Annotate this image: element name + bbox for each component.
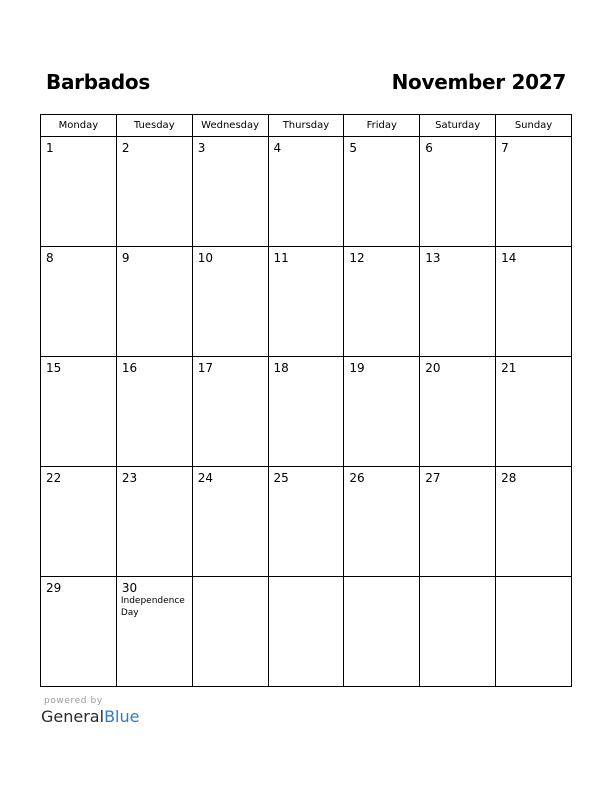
day-cell bbox=[420, 357, 496, 467]
day-cell bbox=[41, 357, 117, 467]
day-number: 23 bbox=[121, 471, 138, 485]
weekday-header: Thursday bbox=[268, 115, 344, 137]
day-number: 24 bbox=[197, 471, 213, 485]
day-number: 14 bbox=[501, 251, 517, 265]
day-cell bbox=[116, 467, 192, 577]
day-cell bbox=[268, 357, 344, 467]
day-number: 18 bbox=[273, 361, 289, 375]
day-cell bbox=[268, 137, 344, 247]
day-number: 16 bbox=[121, 361, 138, 375]
day-cell bbox=[344, 357, 420, 467]
day-cell bbox=[344, 577, 420, 687]
day-cell bbox=[268, 467, 344, 577]
day-cell bbox=[420, 467, 496, 577]
weekday-header: Saturday bbox=[420, 115, 496, 137]
day-number: 20 bbox=[425, 361, 441, 375]
day-number bbox=[269, 577, 344, 581]
weekday-header: Wednesday bbox=[192, 115, 268, 137]
day-cell bbox=[496, 577, 572, 687]
weekday-header: Friday bbox=[344, 115, 420, 137]
day-number bbox=[193, 577, 268, 581]
day-number: 17 bbox=[197, 361, 213, 375]
day-number: 8 bbox=[46, 251, 54, 265]
day-number: 12 bbox=[349, 251, 365, 265]
day-number: 11 bbox=[273, 251, 289, 265]
day-cell bbox=[420, 137, 496, 247]
day-cell bbox=[192, 357, 268, 467]
day-cell bbox=[41, 577, 117, 687]
day-number: 27 bbox=[425, 471, 441, 485]
day-number: 28 bbox=[501, 471, 517, 485]
day-number: 30 bbox=[121, 581, 138, 595]
day-cell bbox=[116, 247, 192, 357]
day-number: 21 bbox=[501, 361, 517, 375]
weekday-header-row bbox=[41, 115, 572, 137]
day-number: 26 bbox=[349, 471, 365, 485]
weekday-header: Tuesday bbox=[116, 115, 192, 137]
day-number bbox=[420, 577, 495, 581]
day-number: 6 bbox=[425, 141, 433, 155]
powered-by-text: powered by bbox=[44, 696, 103, 706]
day-number: 4 bbox=[273, 141, 282, 155]
day-number: 25 bbox=[273, 471, 289, 485]
day-cell bbox=[268, 577, 344, 687]
day-cell bbox=[116, 137, 192, 247]
day-number: 2 bbox=[121, 141, 130, 155]
day-cell bbox=[268, 247, 344, 357]
weekday-header: Monday bbox=[41, 115, 117, 137]
day-number: 22 bbox=[46, 471, 62, 485]
day-number: 10 bbox=[197, 251, 213, 265]
day-number: 5 bbox=[349, 141, 358, 155]
day-cell bbox=[41, 247, 117, 357]
day-number: 29 bbox=[46, 581, 62, 595]
day-number: 9 bbox=[121, 251, 130, 265]
day-cell bbox=[192, 467, 268, 577]
day-cell bbox=[420, 247, 496, 357]
week-row bbox=[41, 467, 572, 577]
week-row bbox=[41, 577, 572, 687]
month-title: November 2027 bbox=[391, 70, 566, 94]
day-cell bbox=[192, 137, 268, 247]
day-number: 13 bbox=[425, 251, 441, 265]
weekday-header: Sunday bbox=[496, 115, 572, 137]
day-cell bbox=[496, 357, 572, 467]
brand-logo[interactable] bbox=[41, 707, 139, 726]
day-cell bbox=[496, 247, 572, 357]
day-cell bbox=[41, 467, 117, 577]
day-number: 1 bbox=[46, 141, 54, 155]
day-cell bbox=[344, 467, 420, 577]
week-row bbox=[41, 247, 572, 357]
holiday-label: Independence Day bbox=[120, 596, 185, 618]
day-number bbox=[344, 577, 419, 581]
day-cell bbox=[344, 137, 420, 247]
week-row bbox=[41, 357, 572, 467]
brand-name-blue: Blue bbox=[104, 707, 140, 726]
day-cell bbox=[192, 577, 268, 687]
brand-name-general: General bbox=[41, 707, 105, 726]
day-cell bbox=[496, 137, 572, 247]
day-cell bbox=[116, 577, 192, 687]
day-cell bbox=[344, 247, 420, 357]
week-row bbox=[41, 137, 572, 247]
day-number: 7 bbox=[501, 141, 509, 155]
day-cell bbox=[116, 357, 192, 467]
day-cell bbox=[192, 247, 268, 357]
calendar-grid bbox=[40, 114, 572, 687]
day-number: 19 bbox=[349, 361, 365, 375]
day-cell bbox=[496, 467, 572, 577]
day-cell bbox=[420, 577, 496, 687]
day-cell bbox=[41, 137, 117, 247]
day-number bbox=[496, 577, 571, 581]
day-number: 15 bbox=[46, 361, 62, 375]
day-number: 3 bbox=[197, 141, 206, 155]
country-title: Barbados bbox=[46, 70, 150, 94]
